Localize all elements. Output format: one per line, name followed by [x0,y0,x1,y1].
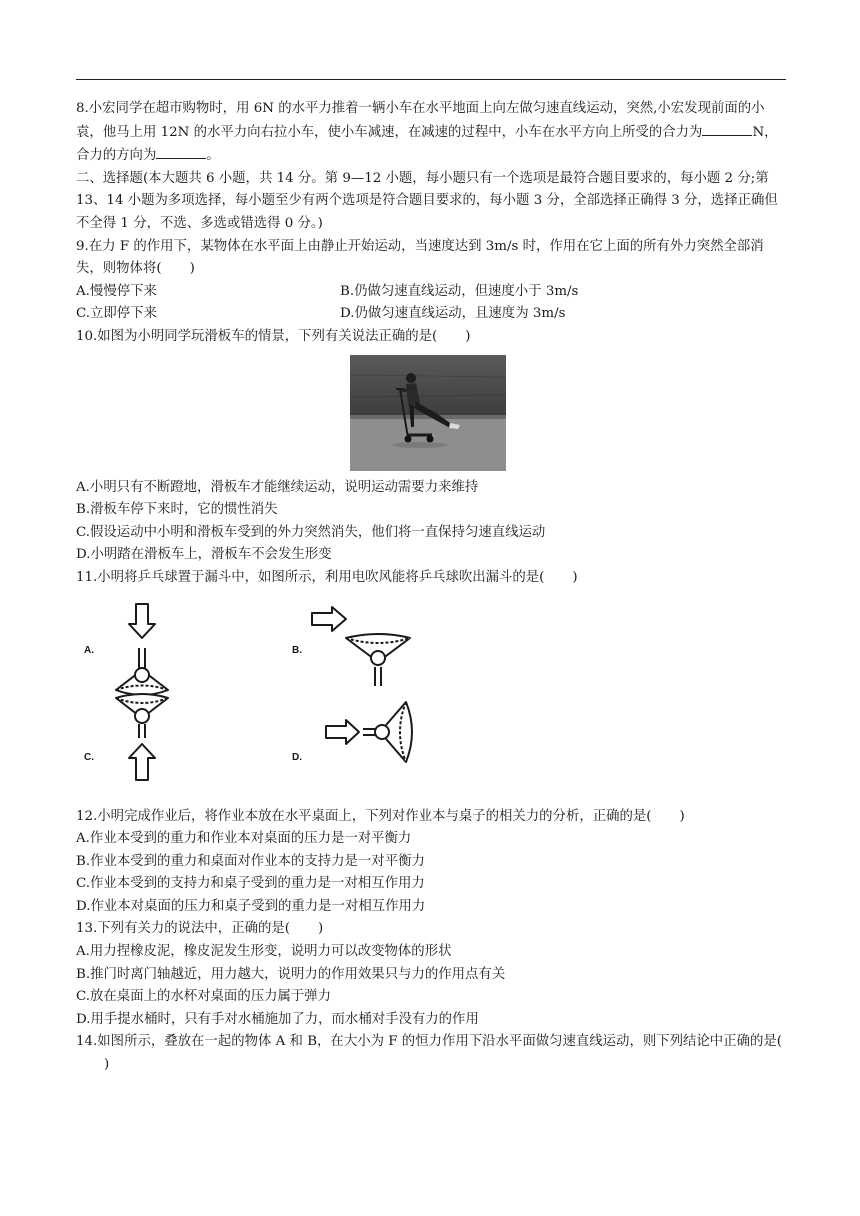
question-13-stem [76,918,786,941]
figure-label-a: A. [84,644,94,656]
q12-stem-text: 12.小明完成作业后，将作业本放在水平桌面上，下列对作业本与桌子的相关力的分析，正确的是( [76,808,652,824]
q13-stem-end: ) [318,921,324,937]
question-12-stem [76,806,786,829]
option-d-diagram [292,702,412,763]
q9-option-b[interactable]: B.仍做匀速直线运动，但速度小于 3m/s [340,283,579,299]
option-b-diagram [292,607,410,686]
q11-figure [76,590,786,806]
q11-stem-text: 11.小明将乒乓球置于漏斗中，如图所示，利用电吹风能将乒乓球吹出漏斗的是( [76,569,545,585]
q13-stem-text: 13.下列有关力的说法中，正确的是( [76,921,290,937]
q8-blank-2[interactable] [156,144,206,159]
q10-option-a[interactable]: A.小明只有不断蹬地，滑板车才能继续运动，说明运动需要力来维持 [76,479,479,495]
q12-option-a[interactable]: A.作业本受到的重力和作业本对桌面的压力是一对平衡力 [76,831,412,847]
q12-stem-end: ) [679,808,685,824]
q9-option-c[interactable]: C.立即停下来 [76,306,157,322]
q14-stem-text: 14.如图所示，叠放在一起的物体 A 和 B，在大小为 F 的恒力作用下沿水平面做匀速直线运动，则下列结论中正确的是( [76,1034,782,1050]
funnel-diagrams [76,590,786,806]
figure-label-d: D. [292,751,302,763]
header-rule [76,79,786,80]
q12-option-d[interactable]: D.作业本对桌面的压力和桌子受到的重力是一对相互作用力 [76,898,426,914]
section-2-heading: 二、选择题(本大题共 6 小题，共 14 分。第 9—12 小题，每小题只有一个选项是最符合题目要求的，每小题 2 分;第 13、14 小题为多项选择，每小题至少有两个选项是符合题目要求的，每小题 3 分，全部选择正确得 3 分，选择正确但不全得 1 分，不选、多选或错选得 0 分。) [76,170,778,231]
q8-text-1: 8.小宏同学在超市购物时，用 6N 的水平力推着一辆小车在水平地面上向左做匀速直线运动，突然,小宏发现前面的小袁，他马上用 12N 的水平力向右拉小车，使小车减速，在减速的过程中，小车在水平方向上所受的合力为 [76,101,765,140]
question-8 [76,98,786,168]
q10-option-b[interactable]: B.滑板车停下来时，它的惯性消失 [76,502,278,518]
scooter-photo [350,355,506,471]
q14-stem-end: ) [104,1057,110,1073]
q8-blank-1[interactable] [702,121,752,136]
q9-option-d[interactable]: D.仍做匀速直线运动，且速度为 3m/s [340,306,566,322]
q13-option-b[interactable]: B.推门时离门轴越近，用力越大，说明力的作用效果只与力的作用点有关 [76,966,506,982]
q8-text-3: 。 [206,148,220,164]
figure-label-b: B. [292,644,302,656]
q10-stem-text: 10.如图为小明同学玩滑板车的情景，下列有关说法正确的是( [76,328,438,344]
question-11-stem [76,567,786,590]
q13-option-c[interactable]: C.放在桌面上的水杯对桌面的压力属于弹力 [76,989,332,1005]
q13-option-d[interactable]: D.用手提水桶时，只有手对水桶施加了力，而水桶对手没有力的作用 [76,1011,479,1027]
exam-page [76,98,786,1077]
q13-option-a[interactable]: A.用力捏橡皮泥，橡皮泥发生形变，说明力可以改变物体的形状 [76,944,452,960]
q9-options-row-2 [76,303,786,326]
figure-label-c: C. [84,751,94,763]
q12-option-c[interactable]: C.作业本受到的支持力和桌子受到的重力是一对相互作用力 [76,876,425,892]
q10-option-c[interactable]: C.假设运动中小明和滑板车受到的外力突然消失，他们将一直保持匀速直线运动 [76,524,546,540]
q10-stem-end: ) [465,328,471,344]
option-c-diagram [84,694,168,780]
q11-stem-end: ) [572,569,578,585]
question-9-stem [76,236,786,281]
question-10-stem [76,326,786,349]
q9-stem-text: 9.在力 F 的作用下，某物体在水平面上由静止开始运动，当速度达到 3m/s 时，作用在它上面的所有外力突然全部消失，则物体将( [76,238,764,277]
question-14-stem [76,1031,786,1076]
q12-option-b[interactable]: B.作业本受到的重力和桌面对作业本的支持力是一对平衡力 [76,853,425,869]
q9-options-row-1 [76,281,786,304]
q10-figure [76,349,786,477]
q10-option-d[interactable]: D.小明踏在滑板车上，滑板车不会发生形变 [76,547,332,563]
q9-stem-end: ) [189,261,195,277]
option-a-diagram [84,604,168,695]
q9-option-a[interactable]: A.慢慢停下来 [76,283,157,299]
q8-text-2: N，合力的方向为 [76,124,778,164]
